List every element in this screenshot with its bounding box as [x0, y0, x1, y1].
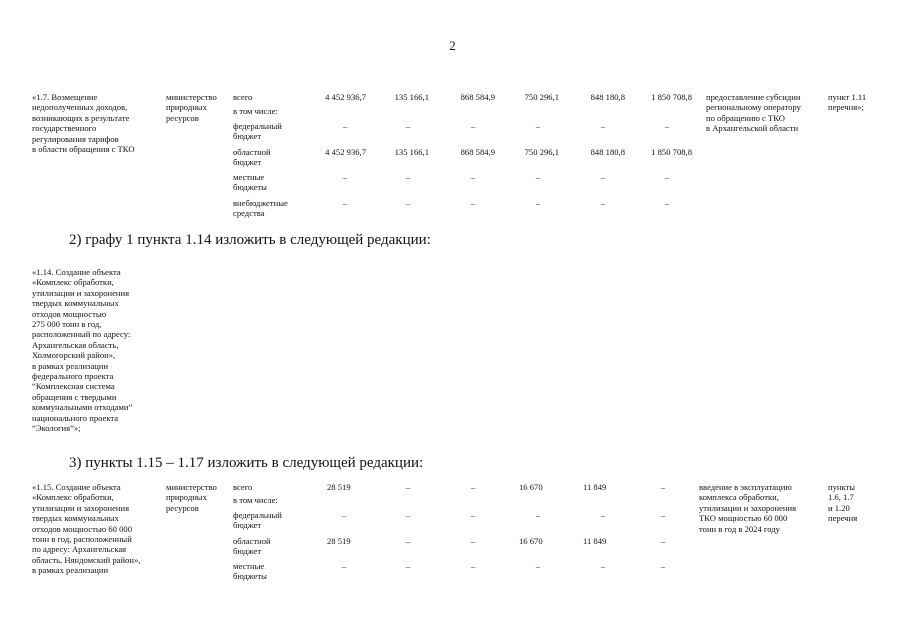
text-line: министерство	[166, 482, 217, 492]
cell-value: –	[664, 198, 670, 208]
cell-value: 28 519	[327, 536, 351, 546]
item-1-7-name	[32, 92, 167, 154]
text-line: “Комплексная система	[32, 381, 115, 392]
cell-value: –	[341, 510, 347, 520]
row-label	[233, 482, 313, 492]
text-line: расположенный по адресу:	[32, 329, 131, 340]
cell-value: 135 166,1	[394, 92, 429, 102]
text-line: местные	[233, 561, 265, 571]
cell-value: –	[405, 561, 411, 571]
heading-paragraph-3: 3) пункты 1.15 – 1.17 изложить в следующей редакции:	[69, 455, 424, 471]
text-line: в области обращения с ТКО	[32, 144, 135, 155]
cell-value: 750 296,1	[524, 147, 559, 157]
text-line: средства	[233, 208, 265, 219]
cell-value: 16 670	[519, 482, 543, 492]
cell-value: –	[660, 510, 666, 520]
text-line: «1.7. Возмещение	[32, 92, 98, 102]
cell-value: –	[664, 121, 670, 131]
text-line: введение в эксплуатацию	[699, 482, 792, 492]
text-line: природных	[166, 492, 207, 503]
text-line: «1.14. Создание объекта	[32, 267, 121, 277]
text-line: утилизации и захоронения	[32, 287, 130, 298]
row-label	[233, 495, 313, 505]
cell-value: 11 849	[583, 482, 607, 492]
text-line: по обращению с ТКО	[706, 112, 785, 123]
cell-value: –	[470, 121, 476, 131]
text-line: твердых коммунальных	[32, 513, 119, 524]
cell-value: –	[341, 561, 347, 571]
cell-value: –	[535, 510, 541, 520]
text-line: пункты	[828, 482, 856, 492]
cell-value: –	[535, 121, 541, 131]
text-line: перечня	[828, 513, 858, 524]
cell-value: –	[600, 510, 606, 520]
cell-value: 868 584,9	[460, 92, 495, 102]
text-line: областной	[233, 536, 271, 546]
text-line: «Комплекс обработки,	[32, 492, 114, 503]
cell-value: –	[600, 198, 606, 208]
text-line: 275 000 тонн в год,	[32, 319, 102, 330]
row-label	[233, 172, 313, 193]
text-line: в Архангельской области	[706, 123, 799, 134]
text-line: утилизации и захоронения	[699, 502, 797, 513]
text-line: по адресу: Архангельская	[32, 544, 127, 555]
text-line: область, Няндомский район»,	[32, 554, 141, 565]
text-line: министерство	[166, 92, 217, 102]
text-line: недополученных доходов,	[32, 102, 128, 113]
cell-value: 1 850 708,8	[651, 147, 692, 157]
text-line: комплекса обработки,	[699, 492, 779, 503]
text-line: бюджеты	[233, 182, 267, 193]
text-line: “Экология”»;	[32, 423, 81, 434]
text-line: 1.6, 1.7	[828, 492, 854, 503]
text-line: в рамках реализации	[32, 565, 109, 576]
text-line: областной	[233, 147, 271, 157]
row-label	[233, 121, 313, 142]
item-1-15-result	[699, 482, 819, 534]
row-label	[233, 106, 313, 116]
text-line: пункт 1.11	[828, 92, 867, 102]
text-line: перечня»;	[828, 102, 864, 113]
page-number: 2	[449, 38, 456, 53]
text-line: в том числе:	[233, 106, 278, 116]
cell-value: –	[470, 172, 476, 182]
item-1-7-executor	[166, 92, 230, 123]
cell-value: –	[600, 561, 606, 571]
text-line: коммунальными отходами”	[32, 402, 133, 413]
cell-value: 28 519	[327, 482, 351, 492]
cell-value: –	[342, 121, 348, 131]
cell-value: 1 850 708,8	[651, 92, 692, 102]
cell-value: –	[660, 482, 666, 492]
cell-value: –	[600, 172, 606, 182]
text-line: ресурсов	[166, 502, 199, 513]
text-line: национального проекта	[32, 412, 119, 423]
text-line: местные	[233, 172, 265, 182]
row-label	[233, 536, 313, 557]
cell-value: –	[470, 561, 476, 571]
row-label	[233, 561, 313, 582]
text-line: государственного	[32, 123, 97, 134]
cell-value: 868 584,9	[460, 147, 495, 157]
text-line: федеральный	[233, 510, 282, 520]
text-line: региональному оператору	[706, 102, 801, 113]
text-line: «1.15. Создание объекта	[32, 482, 121, 492]
text-line: всего	[233, 92, 253, 102]
cell-value: –	[405, 536, 411, 546]
cell-value: –	[535, 561, 541, 571]
text-line: в рамках реализации	[32, 360, 109, 371]
text-line: Архангельская область,	[32, 339, 119, 350]
cell-value: 4 452 936,7	[325, 92, 366, 102]
cell-value: 16 670	[519, 536, 543, 546]
text-line: утилизации и захоронения	[32, 502, 130, 513]
text-line: Холмогорский район»,	[32, 350, 116, 361]
text-line: бюджет	[233, 546, 262, 557]
cell-value: –	[405, 510, 411, 520]
text-line: ресурсов	[166, 112, 199, 123]
text-line: в том числе:	[233, 495, 278, 505]
text-line: возникающих в результате	[32, 112, 130, 123]
cell-value: –	[405, 482, 411, 492]
cell-value: –	[660, 561, 666, 571]
text-line: обращения с твердыми	[32, 391, 117, 402]
item-1-15-name	[32, 482, 167, 576]
text-line: бюджет	[233, 157, 262, 168]
text-line: отходов мощностью	[32, 308, 107, 319]
cell-value: –	[470, 198, 476, 208]
cell-value: –	[342, 172, 348, 182]
cell-value: 11 849	[583, 536, 607, 546]
text-line: бюджет	[233, 520, 262, 531]
heading-paragraph-2: 2) графу 1 пункта 1.14 изложить в следующей редакции:	[69, 232, 431, 248]
text-line: всего	[233, 482, 253, 492]
cell-value: 848 180,8	[590, 92, 625, 102]
cell-value: –	[535, 172, 541, 182]
text-line: федерального проекта	[32, 371, 114, 382]
cell-value: 4 452 936,7	[325, 147, 366, 157]
cell-value: –	[405, 198, 411, 208]
cell-value: –	[535, 198, 541, 208]
cell-value: –	[405, 121, 411, 131]
text-line: бюджеты	[233, 571, 267, 582]
row-label	[233, 510, 313, 531]
item-1-7-result	[706, 92, 824, 134]
text-line: отходов мощностью 60 000	[32, 523, 132, 534]
cell-value: –	[470, 482, 476, 492]
cell-value: 135 166,1	[394, 147, 429, 157]
text-line: внебюджетные	[233, 198, 288, 208]
text-line: ТКО мощностью 60 000	[699, 513, 788, 524]
text-line: твердых коммунальных	[32, 298, 119, 309]
text-line: тонн в год, расположенный	[32, 534, 132, 545]
text-line: тонн в год в 2024 году	[699, 523, 780, 534]
text-line: «Комплекс обработки,	[32, 277, 114, 288]
item-1-15-reference	[828, 482, 888, 524]
text-line: предоставление субсидии	[706, 92, 801, 102]
cell-value: –	[600, 121, 606, 131]
text-line: и 1.20	[828, 502, 850, 513]
item-1-7-reference	[828, 92, 888, 113]
cell-value: 750 296,1	[524, 92, 559, 102]
text-line: федеральный	[233, 121, 282, 131]
cell-value: –	[470, 536, 476, 546]
item-1-15-executor	[166, 482, 230, 513]
item-1-14-name	[32, 267, 172, 434]
cell-value: –	[342, 198, 348, 208]
cell-value: –	[664, 172, 670, 182]
cell-value: 848 180,8	[590, 147, 625, 157]
cell-value: –	[470, 510, 476, 520]
text-line: регулирования тарифов	[32, 133, 119, 144]
row-label	[233, 198, 313, 219]
cell-value: –	[405, 172, 411, 182]
text-line: бюджет	[233, 131, 262, 142]
text-line: природных	[166, 102, 207, 113]
cell-value: –	[660, 536, 666, 546]
